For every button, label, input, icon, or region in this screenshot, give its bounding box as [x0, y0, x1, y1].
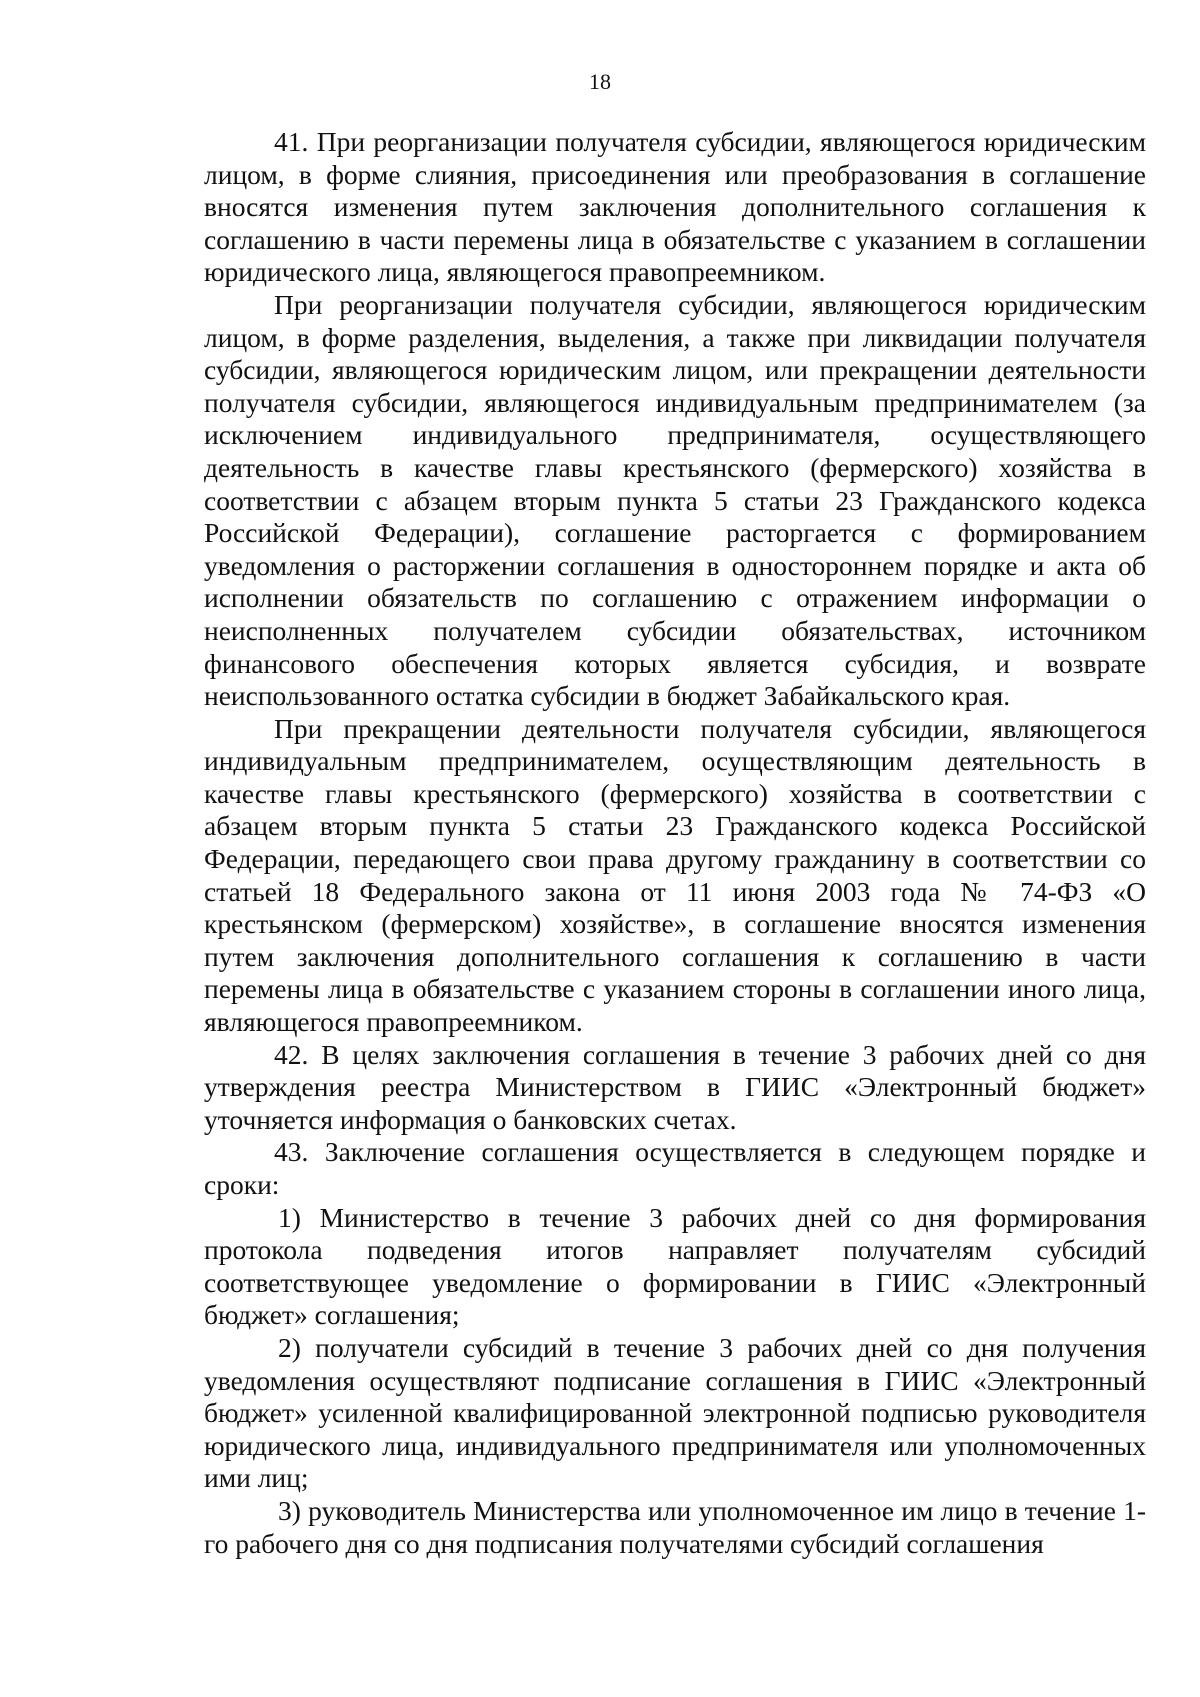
paragraph-termination-farm-head: При прекращении деятельности получателя субсидии, являющегося индивидуальным предпринимателем, осуществляющим деятельность в качестве главы крестьянского (фермерского) хозяйства в соответствии с абзацем вторым пункта 5 статьи 23 Гражданского кодекса Российской Федерации, передающего свои права другому гражданину в соответствии со статьей 18 Федерального закона от 11 июня 2003 года № 74-ФЗ «О крестьянском (фермерском) хозяйстве», в соглашение вносятся изменения путем заключения дополнительного соглашения к соглашению в части перемены лица в обязательстве с указанием стороны в соглашении иного лица, являющегося правопреемником. [204, 712, 1146, 1038]
list-item-2: 2) получатели субсидий в течение 3 рабочих дней со дня получения уведомления осуществляют подписание соглашения в ГИИС «Электронный бюджет» усиленной квалифицированной электронной подписью руководителя юридического лица, индивидуального предпринимателя или уполномоченных ими лиц; [204, 1331, 1146, 1494]
paragraph-41: 41. При реорганизации получателя субсидии, являющегося юридическим лицом, в форме слияния, присоединения или преобразования в соглашение вносятся изменения путем заключения дополнительного соглашения к соглашению в части перемены лица в обязательстве с указанием в соглашении юридического лица, являющегося правопреемником. [204, 126, 1146, 288]
paragraph-43: 43. Заключение соглашения осуществляется в следующем порядке и сроки: [204, 1136, 1146, 1200]
paragraph-42: 42. В целях заключения соглашения в течение 3 рабочих дней со дня утверждения реестра Министерством в ГИИС «Электронный бюджет» уточняется информация о банковских счетах. [204, 1038, 1146, 1135]
document-body [204, 126, 1146, 1560]
list-item-3: 3) руководитель Министерства или уполномоченное им лицо в течение 1-го рабочего дня со дня подписания получателями субсидий соглашения [204, 1494, 1146, 1559]
list-item-1: 1) Министерство в течение 3 рабочих дней со дня формирования протокола подведения итогов направляет получателям субсидий соответствующее уведомление о формировании в ГИИС «Электронный бюджет» соглашения; [204, 1201, 1146, 1331]
page-number: 18 [589, 69, 611, 94]
paragraph-reorganization-separation: При реорганизации получателя субсидии, являющегося юридическим лицом, в форме разделения, выделения, а также при ликвидации получателя субсидии, являющегося юридическим лицом, или прекращении деятельности получателя субсидии, являющегося индивидуальным предпринимателем (за исключением индивидуального предпринимателя, осуществляющего деятельность в качестве главы крестьянского (фермерского) хозяйства в соответствии с абзацем вторым пункта 5 статьи 23 Гражданского кодекса Российской Федерации), соглашение расторгается с формированием уведомления о расторжении соглашения в одностороннем порядке и акта об исполнении обязательств по соглашению с отражением информации о неисполненных получателем субсидии обязательствах, источником финансового обеспечения которых является субсидия, и возврате неиспользованного остатка субсидии в бюджет Забайкальского края. [204, 288, 1146, 712]
